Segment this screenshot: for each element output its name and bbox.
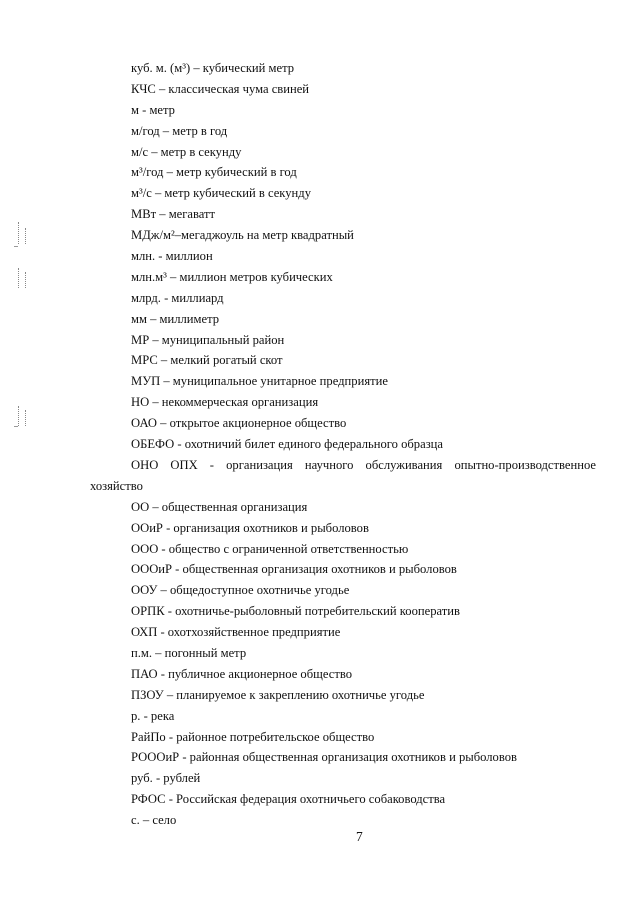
abbreviation-entry: р. - река: [131, 708, 175, 723]
abbreviation-entry: МРС – мелкий рогатый скот: [131, 353, 283, 368]
abbreviation-entry: ПЗОУ – планируемое к закреплению охотничье угодье: [131, 687, 425, 702]
abbreviation-entry: ООО - общество с ограниченной ответственностью: [131, 541, 409, 556]
abbreviation-entry: м/с – метр в секунду: [131, 144, 242, 159]
abbreviation-entry: м³/год – метр кубический в год: [131, 165, 297, 180]
abbreviation-entry: п.м. – погонный метр: [131, 645, 247, 660]
abbreviation-entry: РОООиР - районная общественная организация охотников и рыболовов: [131, 750, 517, 765]
abbreviation-entry: МВт – мегаватт: [131, 207, 216, 222]
abbreviation-entry: руб. - рублей: [131, 771, 201, 786]
abbreviation-entry: м³/с – метр кубический в секунду: [131, 186, 311, 201]
abbreviation-entry: ОБЕФО - охотничий билет единого федерального образца: [131, 437, 443, 452]
abbreviation-entry: куб. м. (м³) – кубический метр: [131, 61, 295, 75]
abbreviation-list: [0, 58, 640, 831]
abbreviation-entry: ПАО - публичное акционерное общество: [131, 666, 352, 681]
abbreviation-entry: млн.м³ – миллион метров кубических: [131, 269, 333, 284]
abbreviation-entry: ОНО ОПХ - организация научного обслуживания опытно-производственное хозяйство: [90, 457, 596, 493]
abbreviation-entry: млрд. - миллиард: [131, 290, 224, 305]
abbreviation-entry: ООУ – общедоступное охотничье угодье: [131, 583, 350, 598]
page-number: 7: [356, 829, 363, 844]
abbreviation-entry: КЧС – классическая чума свиней: [131, 81, 310, 96]
abbreviation-entry: МДж/м²–мегаджоуль на метр квадратный: [131, 228, 354, 243]
abbreviation-entry: м/год – метр в год: [131, 123, 228, 138]
abbreviation-entry: РайПо - районное потребительское общество: [131, 729, 375, 744]
abbreviation-entry: ОХП - охотхозяйственное предприятие: [131, 625, 341, 640]
abbreviation-entry: с. – село: [131, 813, 177, 828]
abbreviation-entry: МУП – муниципальное унитарное предприятие: [131, 374, 388, 389]
abbreviation-entry: МР – муниципальный район: [131, 332, 285, 347]
abbreviation-entry: млн. - миллион: [131, 249, 213, 264]
abbreviation-entry: РФОС - Российская федерация охотничьего собаководства: [131, 792, 446, 807]
abbreviation-entry: ОАО – открытое акционерное общество: [131, 416, 347, 431]
abbreviation-entry: ОО – общественная организация: [131, 499, 308, 514]
abbreviation-entry: ООиР - организация охотников и рыболовов: [131, 520, 369, 535]
abbreviation-entry: ОООиР - общественная организация охотников и рыболовов: [131, 562, 457, 577]
abbreviation-entry: мм – миллиметр: [131, 311, 220, 326]
abbreviation-entry: ОРПК - охотничье-рыболовный потребительский кооператив: [131, 604, 460, 619]
abbreviation-entry: НО – некоммерческая организация: [131, 395, 319, 410]
abbreviation-entry: м - метр: [131, 102, 175, 117]
